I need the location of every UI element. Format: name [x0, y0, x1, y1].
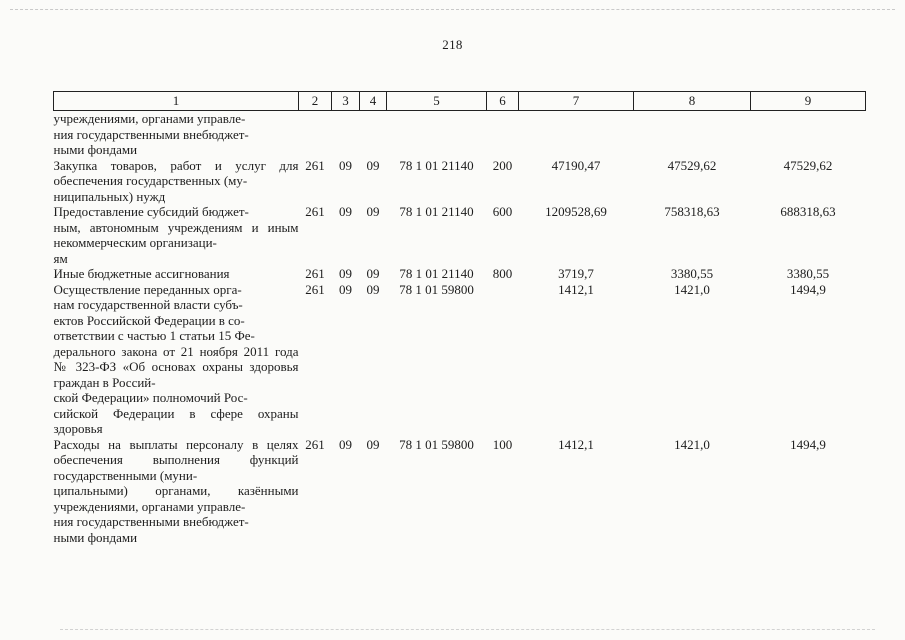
scan-edge-bottom	[60, 629, 875, 630]
column-header-1: 1	[54, 92, 299, 111]
table-row	[54, 437, 866, 546]
expense-type-code: 600	[492, 204, 513, 219]
amount-col-7: 47190,47	[551, 157, 601, 173]
subsection-code	[360, 111, 387, 158]
column-header-2: 2	[299, 92, 332, 111]
subsection-code: 09	[366, 281, 380, 297]
amount-col-9: 3380,55	[786, 266, 830, 281]
row-name: Иные бюджетные ассигнования	[53, 266, 230, 281]
target-article-code: 78 1 01 59800	[399, 281, 474, 297]
column-header-6: 6	[487, 92, 519, 111]
amount-col-8: 3380,55	[670, 266, 714, 281]
amount-col-9: 1494,9	[790, 281, 826, 297]
amount-col-8: 1421,0	[674, 436, 710, 452]
target-article-code: 78 1 01 21140	[399, 204, 474, 219]
budget-code: 261	[305, 204, 325, 219]
column-header-8: 8	[634, 92, 751, 111]
row-name: Закупка товаров, работ и услуг для обеспечения государственных (му- ниципальных) нужд	[53, 157, 299, 204]
column-header-3: 3	[332, 92, 360, 111]
section-code: 09	[339, 204, 352, 219]
amount-col-7: 3719,7	[558, 266, 594, 281]
amount-col-7	[519, 111, 634, 158]
budget-code: 261	[305, 436, 325, 452]
expense-type-code	[487, 282, 519, 437]
target-article-code: 78 1 01 59800	[399, 436, 474, 452]
expense-type-code	[487, 111, 519, 158]
row-name: Предоставление субсидий бюджет- ным, автономным учреждениям и иным некоммерческим организаци- ям	[53, 204, 299, 266]
row-name: Расходы на выплаты персоналу в целях обеспечения выполнения функций государственными (муни- ципальными) органами, казёнными учреждениями, органами управле- ния государственными внебюджет- ными фондами	[53, 436, 299, 545]
subsection-code: 09	[366, 204, 380, 219]
subsection-code: 09	[366, 157, 380, 173]
section-code	[332, 111, 360, 158]
amount-col-8: 758318,63	[664, 204, 720, 219]
budget-code: 261	[305, 157, 325, 173]
amount-col-8: 47529,62	[667, 157, 717, 173]
subsection-code: 09	[366, 266, 380, 281]
column-header-4: 4	[360, 92, 387, 111]
table-row	[54, 158, 866, 205]
column-header-7: 7	[519, 92, 634, 111]
page-number: 218	[442, 37, 463, 52]
subsection-code: 09	[366, 436, 380, 452]
expense-type-code: 100	[492, 436, 513, 452]
amount-col-8	[634, 111, 751, 158]
table-body	[54, 111, 866, 546]
scan-edge-top	[10, 9, 895, 10]
section-code: 09	[339, 157, 352, 173]
section-code: 09	[339, 281, 352, 297]
table-row	[54, 111, 866, 158]
section-code: 09	[339, 266, 352, 281]
header-row	[54, 92, 866, 111]
amount-col-9: 47529,62	[783, 157, 833, 173]
amount-col-7: 1412,1	[558, 436, 594, 452]
budget-code	[299, 111, 332, 158]
table-row	[54, 266, 866, 282]
section-code: 09	[339, 436, 352, 452]
target-article-code: 78 1 01 21140	[399, 266, 474, 281]
column-header-5: 5	[387, 92, 487, 111]
target-article-code: 78 1 01 21140	[399, 157, 474, 173]
budget-code: 261	[305, 266, 325, 281]
amount-col-9: 1494,9	[790, 436, 826, 452]
target-article-code	[387, 111, 487, 158]
amount-col-9	[751, 111, 866, 158]
budget-code: 261	[305, 281, 325, 297]
row-name: Осуществление переданных орга- нам государственной власти субъ- ектов Российской Федерации в со- ответствии с частью 1 статьи 15 Фе- дерального закона от 21 ноября 2011 года № 323-ФЗ «Об основах охраны здоровья граждан в Россий- ской Федерации» полномочий Рос- сийской Федерации в сфере охраны здоровья	[53, 281, 299, 436]
amount-col-7: 1412,1	[558, 281, 594, 297]
amount-col-7: 1209528,69	[545, 204, 607, 219]
amount-col-9: 688318,63	[780, 204, 836, 219]
table-row	[54, 204, 866, 266]
budget-table	[53, 91, 866, 545]
column-header-9: 9	[751, 92, 866, 111]
expense-type-code: 800	[492, 266, 513, 281]
row-name: учреждениями, органами управле- ния государственными внебюджет- ными фондами	[53, 111, 249, 157]
expense-type-code: 200	[492, 157, 513, 173]
amount-col-8: 1421,0	[674, 281, 710, 297]
table-row	[54, 282, 866, 437]
